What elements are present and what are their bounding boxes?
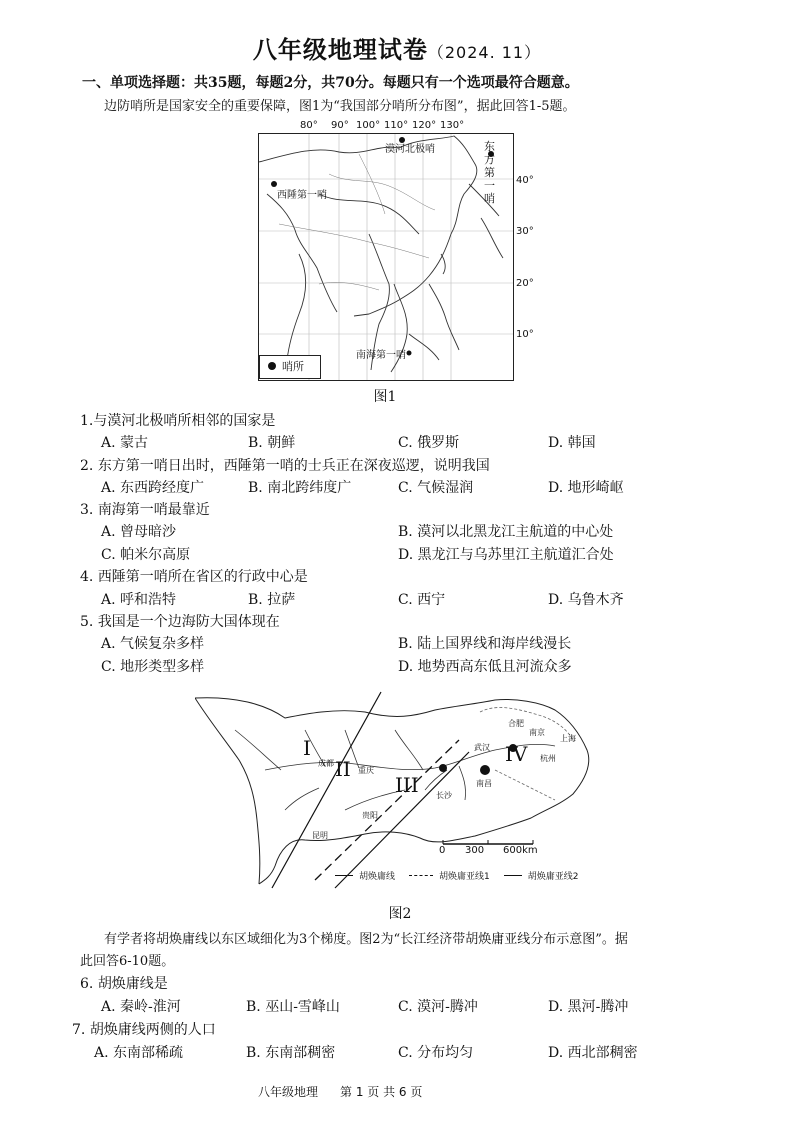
title-date: （2024. 11） bbox=[427, 43, 542, 62]
q3-option-a[interactable]: A. 曾母暗沙 bbox=[101, 524, 177, 540]
question-2: 2. 东方第一哨日出时，西陲第一哨的士兵正在深夜巡逻，说明我国 bbox=[80, 458, 490, 474]
lat-label-10: 10° bbox=[516, 329, 534, 340]
legend-sub-line-2: 胡焕庸亚线2 bbox=[527, 872, 579, 882]
city-nanchang: 南昌 bbox=[476, 779, 492, 788]
legend-sub-line-1: 胡焕庸亚线1 bbox=[439, 872, 490, 882]
city-shanghai: 上海 bbox=[560, 734, 576, 743]
q2-option-b[interactable]: B. 南北跨纬度广 bbox=[248, 480, 352, 496]
map1-frame bbox=[258, 133, 514, 381]
q7-option-a[interactable]: A. 东南部稀疏 bbox=[94, 1045, 184, 1061]
intro-text-2-line2: 此回答6-10题。 bbox=[80, 954, 175, 969]
lat-label-30: 30° bbox=[516, 226, 534, 237]
city-changsha: 长沙 bbox=[436, 791, 452, 800]
q5-option-c[interactable]: C. 地形类型多样 bbox=[101, 659, 205, 675]
q7-option-c[interactable]: C. 分布均匀 bbox=[398, 1045, 474, 1061]
question-5: 5. 我国是一个边海防大国体现在 bbox=[80, 614, 280, 630]
q2-option-d[interactable]: D. 地形崎岖 bbox=[548, 480, 624, 496]
q3-option-b[interactable]: B. 漠河以北黑龙江主航道的中心处 bbox=[398, 524, 614, 540]
intro-text-1: 边防哨所是国家安全的重要保障，图1为“我国部分哨所分布图”，据此回答1-5题。 bbox=[104, 99, 576, 114]
footer-subject: 八年级地理 bbox=[258, 1085, 319, 1099]
footer-page-number: 第 1 页 共 6 页 bbox=[340, 1085, 423, 1099]
q4-option-d[interactable]: D. 乌鲁木齐 bbox=[548, 592, 624, 608]
question-7: 7. 胡焕庸线两侧的人口 bbox=[72, 1022, 216, 1038]
q6-option-c[interactable]: C. 漠河-腾冲 bbox=[398, 999, 478, 1015]
title-text: 八年级地理试卷 bbox=[252, 35, 428, 64]
intro-text-2-line1: 有学者将胡焕庸线以东区域细化为3个梯度。图2为“长江经济带胡焕庸亚线分布示意图”。据 bbox=[104, 932, 628, 947]
q3-option-d[interactable]: D. 黑龙江与乌苏里江主航道汇合处 bbox=[398, 547, 614, 563]
page-title bbox=[0, 30, 794, 65]
scale-300: 300 bbox=[465, 845, 485, 856]
question-4: 4. 西陲第一哨所在省区的行政中心是 bbox=[80, 569, 308, 585]
q7-option-b[interactable]: B. 东南部稠密 bbox=[246, 1045, 336, 1061]
q6-option-b[interactable]: B. 巫山-雪峰山 bbox=[246, 999, 340, 1015]
question-3: 3. 南海第一哨最靠近 bbox=[80, 502, 210, 518]
question-6: 6. 胡焕庸线是 bbox=[80, 976, 168, 992]
q6-option-d[interactable]: D. 黑河-腾冲 bbox=[548, 999, 629, 1015]
map2-legend bbox=[335, 869, 578, 882]
zone-label-4: IV bbox=[505, 742, 528, 766]
city-chengdu: 成都 bbox=[318, 759, 334, 768]
section-heading: 一、单项选择题：共35题，每题2分，共70分。每题只有一个选项最符合题意。 bbox=[82, 75, 579, 91]
page-footer bbox=[258, 1083, 444, 1100]
city-hefei: 合肥 bbox=[508, 719, 524, 728]
post-label-dongfang: 东方第一哨 bbox=[484, 140, 495, 205]
q1-option-d[interactable]: D. 韩国 bbox=[548, 435, 596, 451]
question-1: 1.与漠河北极哨所相邻的国家是 bbox=[80, 413, 276, 429]
legend-dot-icon bbox=[268, 362, 276, 370]
q5-option-a[interactable]: A. 气候复杂多样 bbox=[101, 636, 205, 652]
lat-label-40: 40° bbox=[516, 175, 534, 186]
q2-option-a[interactable]: A. 东西跨经度广 bbox=[101, 480, 205, 496]
legend-hu-line: 胡焕庸线 bbox=[359, 872, 396, 882]
q7-option-d[interactable]: D. 西北部稠密 bbox=[548, 1045, 638, 1061]
q3-option-c[interactable]: C. 帕米尔高原 bbox=[101, 547, 191, 563]
city-nanjing: 南京 bbox=[529, 728, 545, 737]
q5-option-d[interactable]: D. 地势西高东低且河流众多 bbox=[398, 659, 572, 675]
q1-option-a[interactable]: A. 蒙古 bbox=[101, 435, 149, 451]
city-wuhan: 武汉 bbox=[474, 743, 490, 752]
lat-label-20: 20° bbox=[516, 278, 534, 289]
map1-svg bbox=[259, 134, 513, 380]
zone-label-1: I bbox=[303, 736, 311, 760]
city-kunming: 昆明 bbox=[312, 831, 328, 840]
scale-600: 600km bbox=[503, 845, 538, 856]
q1-option-c[interactable]: C. 俄罗斯 bbox=[398, 435, 460, 451]
q5-option-b[interactable]: B. 陆上国界线和海岸线漫长 bbox=[398, 636, 572, 652]
city-chongqing: 重庆 bbox=[358, 766, 374, 775]
city-hangzhou: 杭州 bbox=[540, 754, 556, 763]
zone-label-3: III bbox=[395, 773, 419, 797]
q1-option-b[interactable]: B. 朝鲜 bbox=[248, 435, 296, 451]
q2-option-c[interactable]: C. 气候湿润 bbox=[398, 480, 474, 496]
q4-option-c[interactable]: C. 西宁 bbox=[398, 592, 446, 608]
q4-option-a[interactable]: A. 呼和浩特 bbox=[101, 592, 177, 608]
figure2-caption: 图2 bbox=[388, 906, 412, 922]
post-label-mohe: 漠河北极哨 bbox=[385, 144, 435, 155]
q6-option-a[interactable]: A. 秦岭-淮河 bbox=[101, 999, 181, 1015]
q4-option-b[interactable]: B. 拉萨 bbox=[248, 592, 296, 608]
scale-0: 0 bbox=[439, 845, 446, 856]
city-guiyang: 贵阳 bbox=[362, 811, 378, 820]
map1-legend: 哨所 bbox=[259, 355, 321, 379]
zone-label-2: II bbox=[335, 757, 351, 781]
post-label-nanhai: 南海第一哨 bbox=[356, 350, 406, 361]
post-label-xichui: 西陲第一哨 bbox=[277, 190, 327, 201]
figure1-caption: 图1 bbox=[373, 389, 397, 405]
